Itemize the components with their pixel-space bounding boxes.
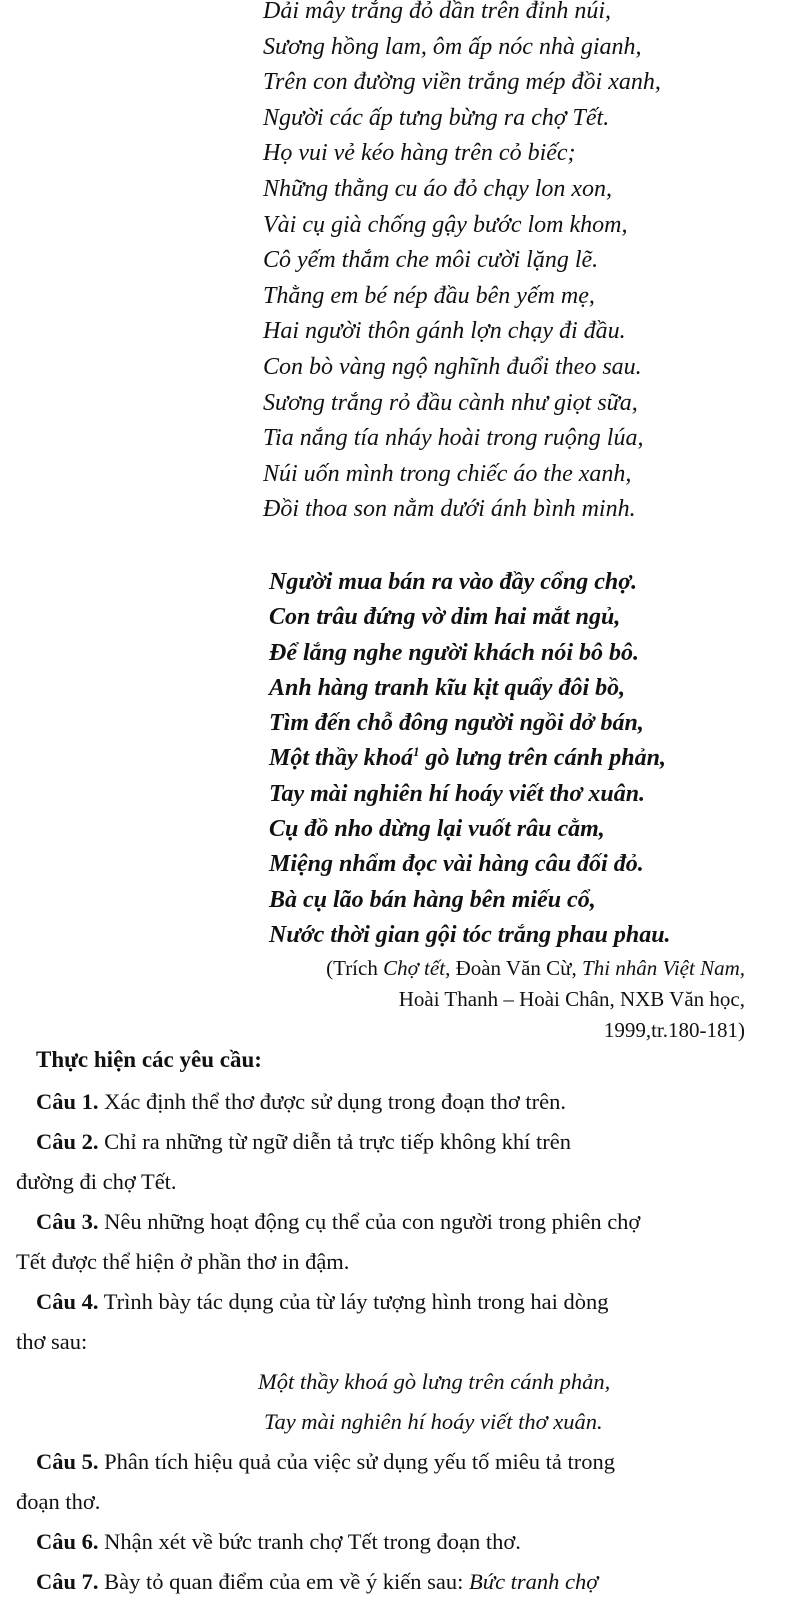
citation-line-1 <box>326 953 745 984</box>
question-label: Câu 2. <box>36 1129 99 1154</box>
question-4 <box>36 1282 784 1322</box>
question-5 <box>36 1442 784 1482</box>
poem-line: Dải mây trắng đỏ dần trên đỉnh núi, <box>263 0 611 24</box>
poem-bold-line-footnoted <box>269 741 671 776</box>
citation-work-title: Chợ tết <box>383 956 446 980</box>
question-1 <box>36 1082 784 1122</box>
question-continuation: đoạn thơ. <box>16 1489 101 1514</box>
question-quote-start: Bức tranh chợ <box>469 1569 599 1594</box>
question-text: Nêu những hoạt động cụ thể của con người trong phiên chợ <box>98 1209 641 1234</box>
poem-line: Người các ấp tưng bừng ra chợ Tết. <box>263 104 610 131</box>
question-label: Câu 5. <box>36 1449 99 1474</box>
poem-bold-line: Anh hàng tranh kĩu kịt quẩy đôi bồ, <box>269 674 626 701</box>
citation-line-3: 1999,tr.180-181) <box>603 1018 745 1042</box>
question-list <box>16 1082 784 1602</box>
poem-part-2-bold <box>269 565 671 953</box>
poem-bold-line: Con trâu đứng vờ dim hai mắt ngủ, <box>269 604 621 631</box>
poem-bold-line: Tìm đến chỗ đông người ngồi dở bán, <box>269 710 644 737</box>
question-text: Xác định thể thơ được sử dụng trong đoạn thơ trên. <box>98 1089 567 1114</box>
citation-line-2: Hoài Thanh – Hoài Chân, NXB Văn học, <box>398 987 745 1011</box>
poem-bold-line: Để lắng nghe người khách nói bô bô. <box>269 639 639 666</box>
question-text: Nhận xét về bức tranh chợ Tết trong đoạn thơ. <box>98 1529 521 1554</box>
section-heading: Thực hiện các yêu cầu: <box>36 1047 262 1072</box>
question-text: Bày tỏ quan điểm của em về ý kiến sau: <box>98 1569 470 1594</box>
quoted-verse-line: Một thầy khoá gò lưng trên cánh phản, <box>258 1369 611 1394</box>
poem-bold-line: Miệng nhẩm đọc vài hàng câu đối đỏ. <box>269 851 644 878</box>
footnote-marker: 1 <box>413 744 420 760</box>
poem-line: Hai người thôn gánh lợn chạy đi đầu. <box>263 318 626 345</box>
question-continuation: đường đi chợ Tết. <box>16 1169 177 1194</box>
citation-book-title: Thi nhân Việt Nam, <box>582 956 745 980</box>
poem-line: Cô yếm thắm che môi cười lặng lẽ. <box>263 247 599 274</box>
question-continuation: thơ sau: <box>16 1329 88 1354</box>
question-text: Phân tích hiệu quả của việc sử dụng yếu tố miêu tả trong <box>98 1449 615 1474</box>
poem-line-end: gò lưng trên cánh phản, <box>419 745 666 772</box>
question-7 <box>36 1562 784 1602</box>
poem-line-start: Một thầy khoá <box>269 745 414 772</box>
poem-line: Con bò vàng ngộ nghĩnh đuổi theo sau. <box>263 353 642 380</box>
question-label: Câu 6. <box>36 1529 99 1554</box>
poem-part-1 <box>263 0 661 528</box>
poem-bold-line: Nước thời gian gội tóc trắng phau phau. <box>269 921 671 948</box>
question-3 <box>36 1202 784 1242</box>
question-label: Câu 3. <box>36 1209 99 1234</box>
citation-author: , Đoàn Văn Cừ, <box>445 956 583 980</box>
poem-line: Sương trắng rỏ đầu cành như giọt sữa, <box>263 389 638 416</box>
poem-bold-line: Cụ đồ nho dừng lại vuốt râu cằm, <box>269 816 605 843</box>
poem-line: Họ vui vẻ kéo hàng trên cỏ biếc; <box>263 140 576 167</box>
poem-line: Sương hồng lam, ôm ấp nóc nhà gianh, <box>263 33 642 60</box>
citation-open: (Trích <box>326 956 384 980</box>
poem-line: Tia nắng tía nháy hoài trong ruộng lúa, <box>263 425 644 452</box>
poem-line: Những thằng cu áo đỏ chạy lon xon, <box>263 175 613 202</box>
source-citation <box>326 953 745 1046</box>
question-text: Chỉ ra những từ ngữ diễn tả trực tiếp không khí trên <box>98 1129 571 1154</box>
question-2 <box>36 1122 784 1162</box>
poem-bold-line: Bà cụ lão bán hàng bên miếu cổ, <box>269 886 596 913</box>
question-continuation: Tết được thể hiện ở phần thơ in đậm. <box>16 1249 350 1274</box>
question-label: Câu 1. <box>36 1089 99 1114</box>
question-6 <box>36 1522 784 1562</box>
question-text: Trình bày tác dụng của từ láy tượng hình trong hai dòng <box>98 1289 609 1314</box>
poem-line: Trên con đường viền trắng mép đồi xanh, <box>263 69 661 96</box>
poem-bold-line: Tay mài nghiên hí hoáy viết thơ xuân. <box>269 780 646 807</box>
poem-line: Đồi thoa son nằm dưới ánh bình minh. <box>263 496 636 523</box>
question-label: Câu 7. <box>36 1569 99 1594</box>
question-label: Câu 4. <box>36 1289 99 1314</box>
poem-line: Vài cụ già chống gậy bước lom khom, <box>263 211 628 238</box>
quoted-verse-line: Tay mài nghiên hí hoáy viết thơ xuân. <box>264 1409 603 1434</box>
poem-line: Thằng em bé nép đầu bên yếm mẹ, <box>263 282 595 309</box>
poem-bold-line: Người mua bán ra vào đầy cổng chợ. <box>269 569 638 595</box>
poem-line: Núi uốn mình trong chiếc áo the xanh, <box>263 460 632 487</box>
